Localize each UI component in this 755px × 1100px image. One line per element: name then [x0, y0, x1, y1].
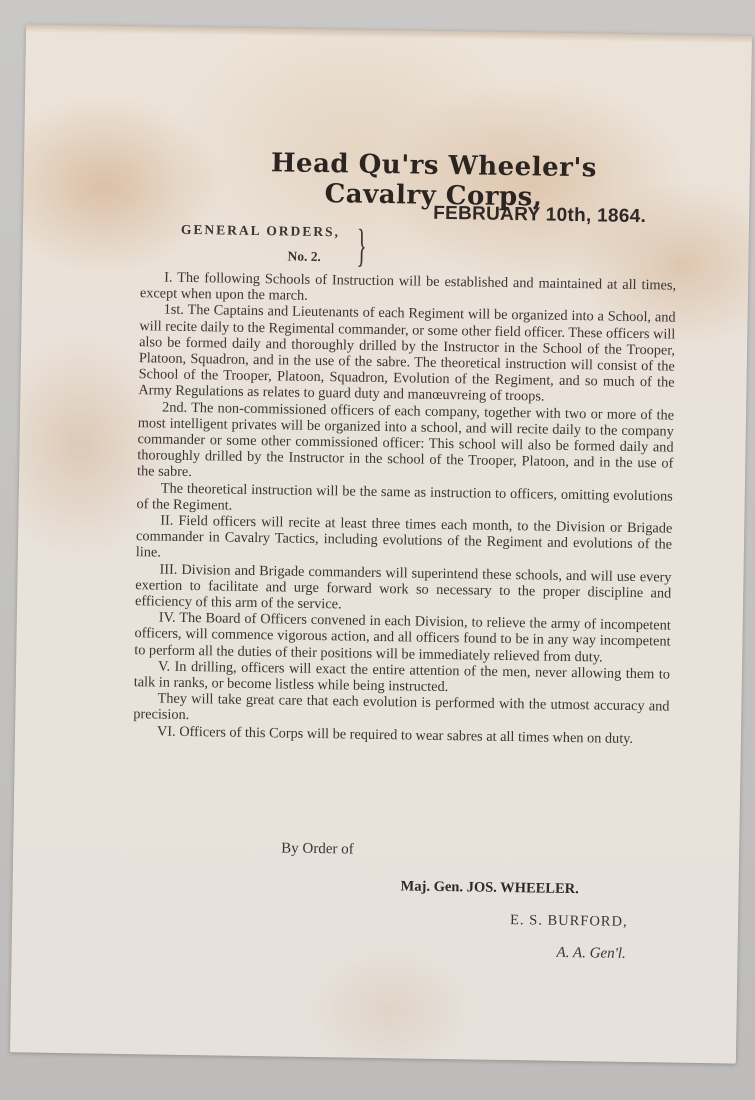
paragraph: V. In drilling, officers will exact the entire attention of the men, never allowing them to talk in ranks, or become listless while being instructed. — [133, 658, 671, 696]
aide-title: A. A. Gen'l. — [556, 944, 626, 962]
paragraph: IV. The Board of Officers convened in each Division, to relieve the army of incompetent officers, will commence vigorous action, and all officers found to be in any way incompetent to perform all the duties of their positions will be immediately relieved from duty. — [134, 609, 671, 666]
by-order-line: By Order of — [281, 840, 354, 858]
paragraph: III. Division and Brigade commanders will superintend these schools, and will use every exertion to facilitate and urge forward work so necessary to the proper discipline and efficiency of this arm of the service. — [134, 561, 672, 613]
brace-mark: } — [356, 219, 368, 271]
order-body — [133, 269, 676, 747]
document-sheet — [10, 24, 752, 1063]
paper-edge — [26, 24, 752, 43]
paragraph: VI. Officers of this Corps will be required to wear sabres at all times when on duty. — [156, 723, 634, 747]
paragraph: They will take great care that each evolution is performed with the utmost accuracy and precision. — [133, 690, 670, 724]
paragraph: 2nd. The non-commissioned officers of each company, together with two or more of the most intelligent privates will be organized into a school, and will recite daily to the company commander or some other commissioned officer: This school will also be formed daily and thoroughly drilled by the Instructor in the school of the Trooper, Platoon, and in the use of the sabre. — [136, 399, 675, 481]
paragraph: The theoretical instruction will be the same as instruction to officers, omitting evolutions of the Regiment. — [136, 480, 673, 514]
order-date: FEBRUARY 10th, 1864. — [433, 202, 647, 228]
paragraph: I. The following Schools of Instruction will be established and maintained at all times, except when upon the march. — [139, 269, 677, 305]
paragraph: 1st. The Captains and Lieutenants of each Regiment will be organized into a School, and will recite daily to the Regimental commander, or some other field officer. These officers will also be formed daily and thoroughly drilled by the Instructor in the School of the Trooper, Platoon, Squadron, and in the use of the sabre. The theoretical instruction will consist of the School of the Trooper, Platoon, Squadron, Evolution of the Regiment, and so much of the Army Regulations as relates to guard duty and manœuvreing of troops. — [138, 301, 676, 405]
order-number: No. 2. — [287, 248, 322, 265]
aide-name: E. S. BURFORD, — [509, 912, 628, 930]
general-orders-label: GENERAL ORDERS, — [180, 221, 341, 240]
signatory-name: Maj. Gen. JOS. WHEELER. — [400, 878, 579, 898]
letterhead-title: Head Qu'rs Wheeler's Cavalry Corps, — [270, 148, 598, 213]
paragraph: II. Field officers will recite at least three times each month, to the Division or Brigade commander in Cavalry Tactics, including evolutions of the Regiment and evolutions of the line. — [135, 512, 673, 561]
